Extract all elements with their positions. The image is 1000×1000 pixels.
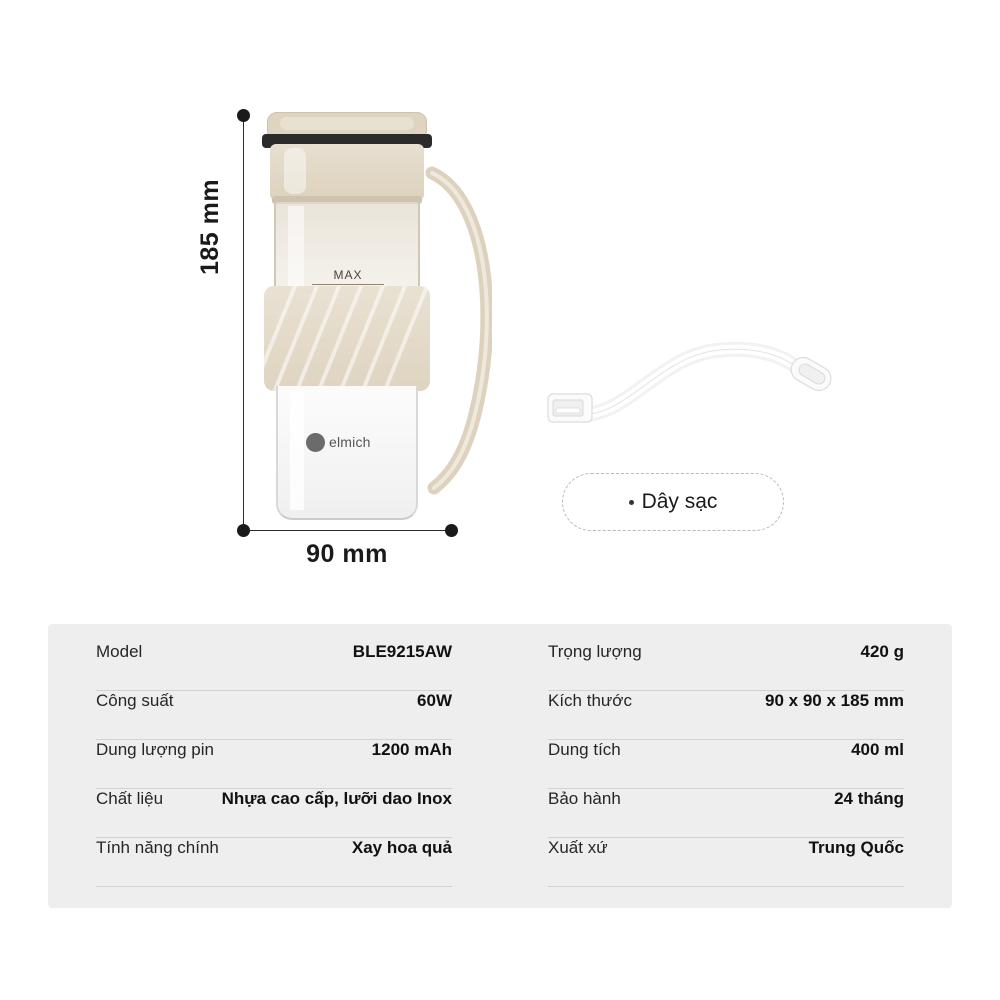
spec-row: [96, 642, 452, 691]
spec-value: Nhựa cao cấp, lưỡi dao Inox: [221, 789, 452, 808]
spec-label: Công suất: [96, 691, 174, 710]
usb-cable-image: [540, 320, 840, 480]
spec-row: [548, 838, 904, 887]
dimension-dot-bottom-left: [237, 524, 250, 537]
spec-row: [548, 642, 904, 691]
spec-column-left: [48, 624, 500, 908]
cup-highlight-lower: [290, 392, 304, 510]
brand-logo: [306, 430, 396, 454]
spec-label: Dung tích: [548, 740, 621, 759]
dimension-dot-top-left: [237, 109, 250, 122]
spec-value: Trung Quốc: [808, 838, 904, 857]
spec-label: Model: [96, 642, 143, 661]
housing-highlight: [284, 148, 306, 194]
spec-label: Tính năng chính: [96, 838, 219, 857]
accessory-caption: [562, 473, 784, 531]
spec-label: Chất liệu: [96, 789, 164, 808]
spec-row: [96, 838, 452, 887]
spec-label: Bảo hành: [548, 789, 621, 808]
spec-value: 24 tháng: [834, 789, 904, 808]
cup-highlight-upper: [288, 206, 304, 294]
spec-label: Kích thước: [548, 691, 632, 710]
spec-value: 90 x 90 x 185 mm: [765, 691, 904, 710]
accessory-caption-label: Dây sạc: [641, 490, 718, 513]
spec-row: [548, 789, 904, 838]
height-dimension-label: 185 mm: [196, 178, 224, 275]
dimension-dot-bottom-right: [445, 524, 458, 537]
width-dimension-line: [243, 530, 451, 531]
usb-a-connector: [548, 394, 592, 422]
brand-name: elmich: [329, 434, 371, 450]
spec-value: 60W: [417, 691, 452, 710]
height-dimension-line: [243, 115, 244, 530]
spec-row: [96, 740, 452, 789]
spec-label: Trọng lượng: [548, 642, 642, 661]
max-level-label: MAX: [333, 268, 363, 282]
width-dimension-label: 90 mm: [306, 540, 388, 568]
brand-mark-icon: [306, 433, 325, 452]
spec-row: [548, 740, 904, 789]
spec-value: 1200 mAh: [371, 740, 452, 759]
spec-value: 400 ml: [851, 740, 904, 759]
spec-row: [96, 789, 452, 838]
silicone-grip-band: [264, 286, 430, 391]
spec-row: [96, 691, 452, 740]
spec-value: BLE9215AW: [352, 642, 452, 661]
spec-row: [548, 691, 904, 740]
spec-label: Xuất xứ: [548, 838, 608, 857]
specifications-panel: [48, 624, 952, 908]
blender-lid-inner: [280, 117, 414, 130]
portable-blender-image: [262, 108, 432, 528]
bullet-icon: [629, 500, 634, 505]
spec-column-right: [500, 624, 952, 908]
max-level-line: [312, 284, 384, 285]
spec-value: Xay hoa quả: [351, 838, 452, 857]
spec-value: 420 g: [860, 642, 904, 661]
spec-label: Dung lượng pin: [96, 740, 214, 759]
